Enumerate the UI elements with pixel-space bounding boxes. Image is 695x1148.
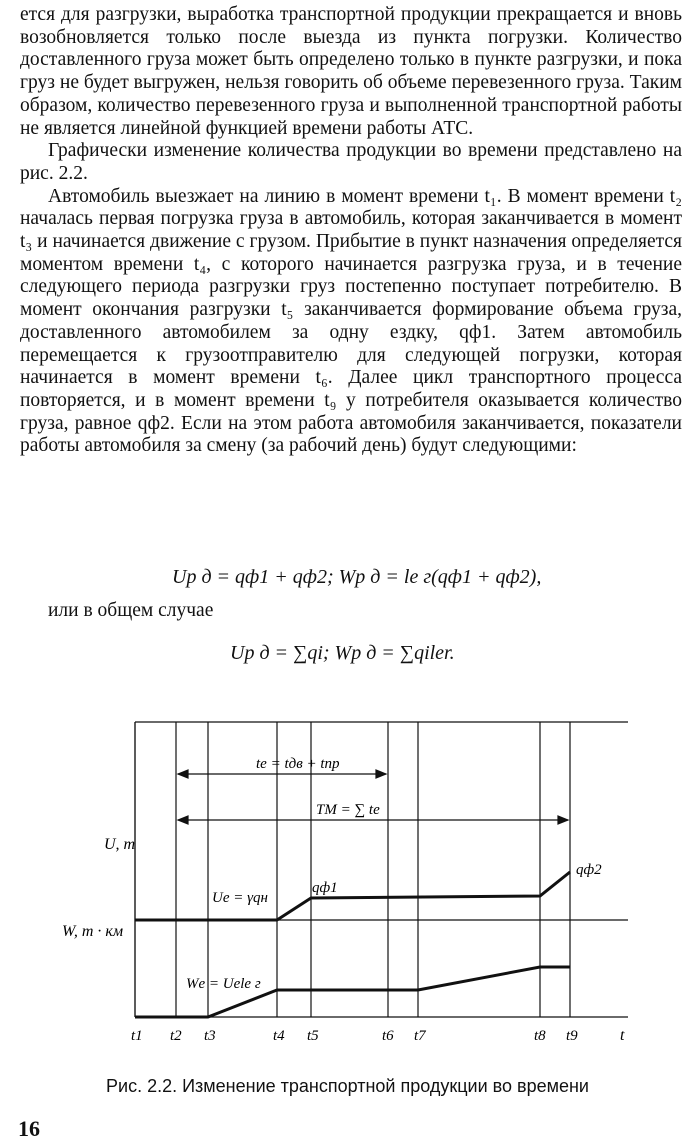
we-label: Wе = Uеlе г [186,976,261,992]
tick-t3: t3 [204,1028,216,1044]
paragraph-1: ется для разгрузки, выработка транспортной продукции прекращается и вновь возобновляется только после выезда из пункта погрузки. Количество доставленного груза может быть определено только в пункте разгрузки, и пока груз не будет выгружен, нельзя говорить об объеме перевезенного груза. Таким образом, количество перевезенного груза и выполненной транспортной работы не является линейной функцией времени работы АТС. [20,4,682,139]
w-curve [135,967,570,1017]
te-label: tе = tдв + tпр [256,756,340,772]
tick-t9: t9 [566,1028,578,1044]
ue-label: Uе = γqн [212,890,268,906]
u-curve [135,872,570,920]
u-axis-label: U, т [104,836,136,853]
q2-label: qф2 [576,862,602,878]
page-number: 16 [18,1116,40,1141]
figure-caption: Рис. 2.2. Изменение транспортной продукции во времени [106,1076,589,1096]
tick-t7: t7 [414,1028,426,1044]
tick-t4: t4 [273,1028,285,1044]
tick-t1: t1 [131,1028,143,1044]
q1-label: qф1 [312,880,338,896]
w-axis-label: W, т · км [62,923,124,940]
tm-label: TM = ∑ tе [316,802,380,818]
tick-t5: t5 [307,1028,319,1044]
tick-t2: t2 [170,1028,182,1044]
t-axis-label: t [620,1027,625,1044]
formula-shift-indicators: Uр д = qф1 + qф2; Wр д = lе г(qф1 + qф2), [172,566,542,588]
figure-2-2 [60,712,660,1052]
paragraph-3: Автомобиль выезжает на линию в момент времени t₁. В момент времени t₂ началась первая погрузка груза в автомобиль, которая заканчивается в момент t₃ и начинается движение с грузом. Прибытие в пункт назначения определяется моментом времени t₄, с которого начинается разгрузка груза, и в течение следующего периода разгрузки груз постепенно поступает потребителю. В момент окончания разгрузки t₅ заканчивается формирование объема груза, доставленного автомобилем за одну ездку, qф1. Затем автомобиль перемещается к грузоотправителю для следующей погрузки, которая начинается в момент времени t₆. Далее цикл транспортного процесса повторяется, и в момент времени t₉ у потребителя оказывается количество груза, равное qф2. Если на этом работа автомобиля заканчивается, показатели работы автомобиля за смену (за рабочий день) будут следующими: [20,185,682,457]
tick-t8: t8 [534,1028,546,1044]
tick-t6: t6 [382,1028,394,1044]
body-text [20,4,682,458]
paragraph-2: Графически изменение количества продукции во времени представлено на рис. 2.2. [20,140,682,184]
general-case-text: или в общем случае [48,600,214,621]
formula-general-case: Uр д = ∑qi; Wр д = ∑qiler. [230,642,455,664]
